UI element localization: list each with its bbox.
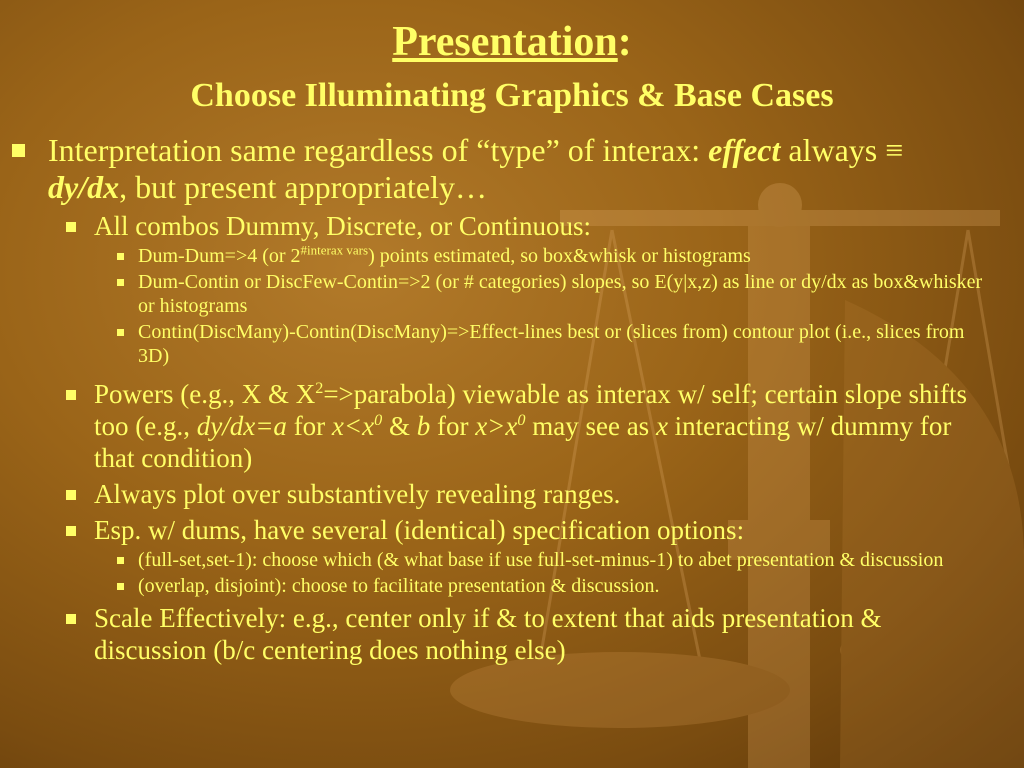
sub-sub-bullet-1 [138, 244, 988, 268]
bullet-1-effect: effect [708, 132, 781, 168]
powers-j: x>x [475, 411, 518, 441]
square-bullet-icon [117, 329, 124, 336]
powers-b: =>parabola) viewable as interax w/ self; certain slope shifts too (e.g., [94, 379, 968, 441]
powers-e: x<x [331, 411, 375, 441]
sub-bullet-2 [94, 378, 984, 474]
bullet-1-dydx: dy/dx [48, 169, 120, 205]
sub-bullet-3-text: Always plot over substantively revealing ranges. [94, 479, 621, 509]
sub-sub-bullet-2 [138, 270, 988, 318]
item-4-text: (full-set,set-1): choose which (& what base if use full-set-minus-1) to abet presentation & discussion [138, 549, 944, 571]
slide-subtitle: Choose Illuminating Graphics & Base Cases [190, 77, 834, 114]
powers-a: Powers (e.g., X & X [94, 379, 316, 409]
bullet-1-text-c: , but present appropriately… [119, 169, 487, 205]
title-colon: : [617, 19, 632, 65]
powers-c: dy/dx=a [196, 411, 287, 441]
square-bullet-icon [117, 583, 124, 590]
powers-i: for [430, 411, 476, 441]
item-1-a: Dum-Dum=>4 (or 2 [138, 245, 301, 267]
powers-sup-2: 2 [315, 379, 324, 397]
sub-bullet-4-text: Esp. w/ dums, have several (identical) specification options: [94, 515, 745, 545]
bullet-list [0, 132, 1024, 666]
square-bullet-icon [66, 490, 76, 500]
sub-bullet-5-text: Scale Effectively: e.g., center only if & to extent that aids presentation & discussion (b/c centering does nothing else) [94, 603, 882, 665]
powers-d: for [286, 411, 332, 441]
powers-h: b [416, 411, 431, 441]
title-text: Presentation [392, 19, 618, 65]
square-bullet-icon [66, 390, 76, 400]
square-bullet-icon [117, 557, 124, 564]
sub-bullet-5 [94, 602, 984, 666]
powers-n: interacting w/ dummy for that condition) [94, 411, 952, 473]
bullet-1-text-a: Interpretation same regardless of “type” of interax: [48, 132, 709, 168]
item-2-text: Dum-Contin or DiscFew-Contin=>2 (or # categories) slopes, so E(y|x,z) as line or dy/dx as box&whisker or histograms [138, 271, 983, 317]
powers-m: x [655, 411, 668, 441]
sub-sub-bullet-3 [138, 320, 988, 368]
powers-k: 0 [517, 411, 526, 429]
sub-bullet-3 [94, 478, 984, 510]
sub-sub-bullet-4 [138, 548, 988, 572]
powers-g: & [382, 411, 417, 441]
item-5-text: (overlap, disjoint): choose to facilitate presentation & discussion. [138, 575, 660, 597]
sub-bullet-1 [94, 210, 984, 242]
item-3-text: Contin(DiscMany)-Contin(DiscMany)=>Effect-lines best or (slices from) contour plot (i.e., slices from 3D) [138, 321, 965, 367]
square-bullet-icon [12, 144, 25, 157]
powers-l: may see as [525, 411, 656, 441]
bullet-1 [48, 132, 978, 206]
square-bullet-icon [117, 253, 124, 260]
slide-title [0, 18, 1024, 66]
sub-sub-bullet-5 [138, 574, 988, 598]
item-1-b: ) points estimated, so box&whisk or histograms [368, 245, 751, 267]
square-bullet-icon [66, 222, 76, 232]
sub-bullet-1-text: All combos Dummy, Discrete, or Continuous: [94, 211, 591, 241]
square-bullet-icon [66, 614, 76, 624]
bullet-1-text-b: always ≡ [780, 132, 904, 168]
square-bullet-icon [117, 279, 124, 286]
item-1-sup: #interax vars [300, 242, 369, 258]
sub-bullet-4 [94, 514, 984, 546]
square-bullet-icon [66, 526, 76, 536]
powers-f: 0 [374, 411, 383, 429]
